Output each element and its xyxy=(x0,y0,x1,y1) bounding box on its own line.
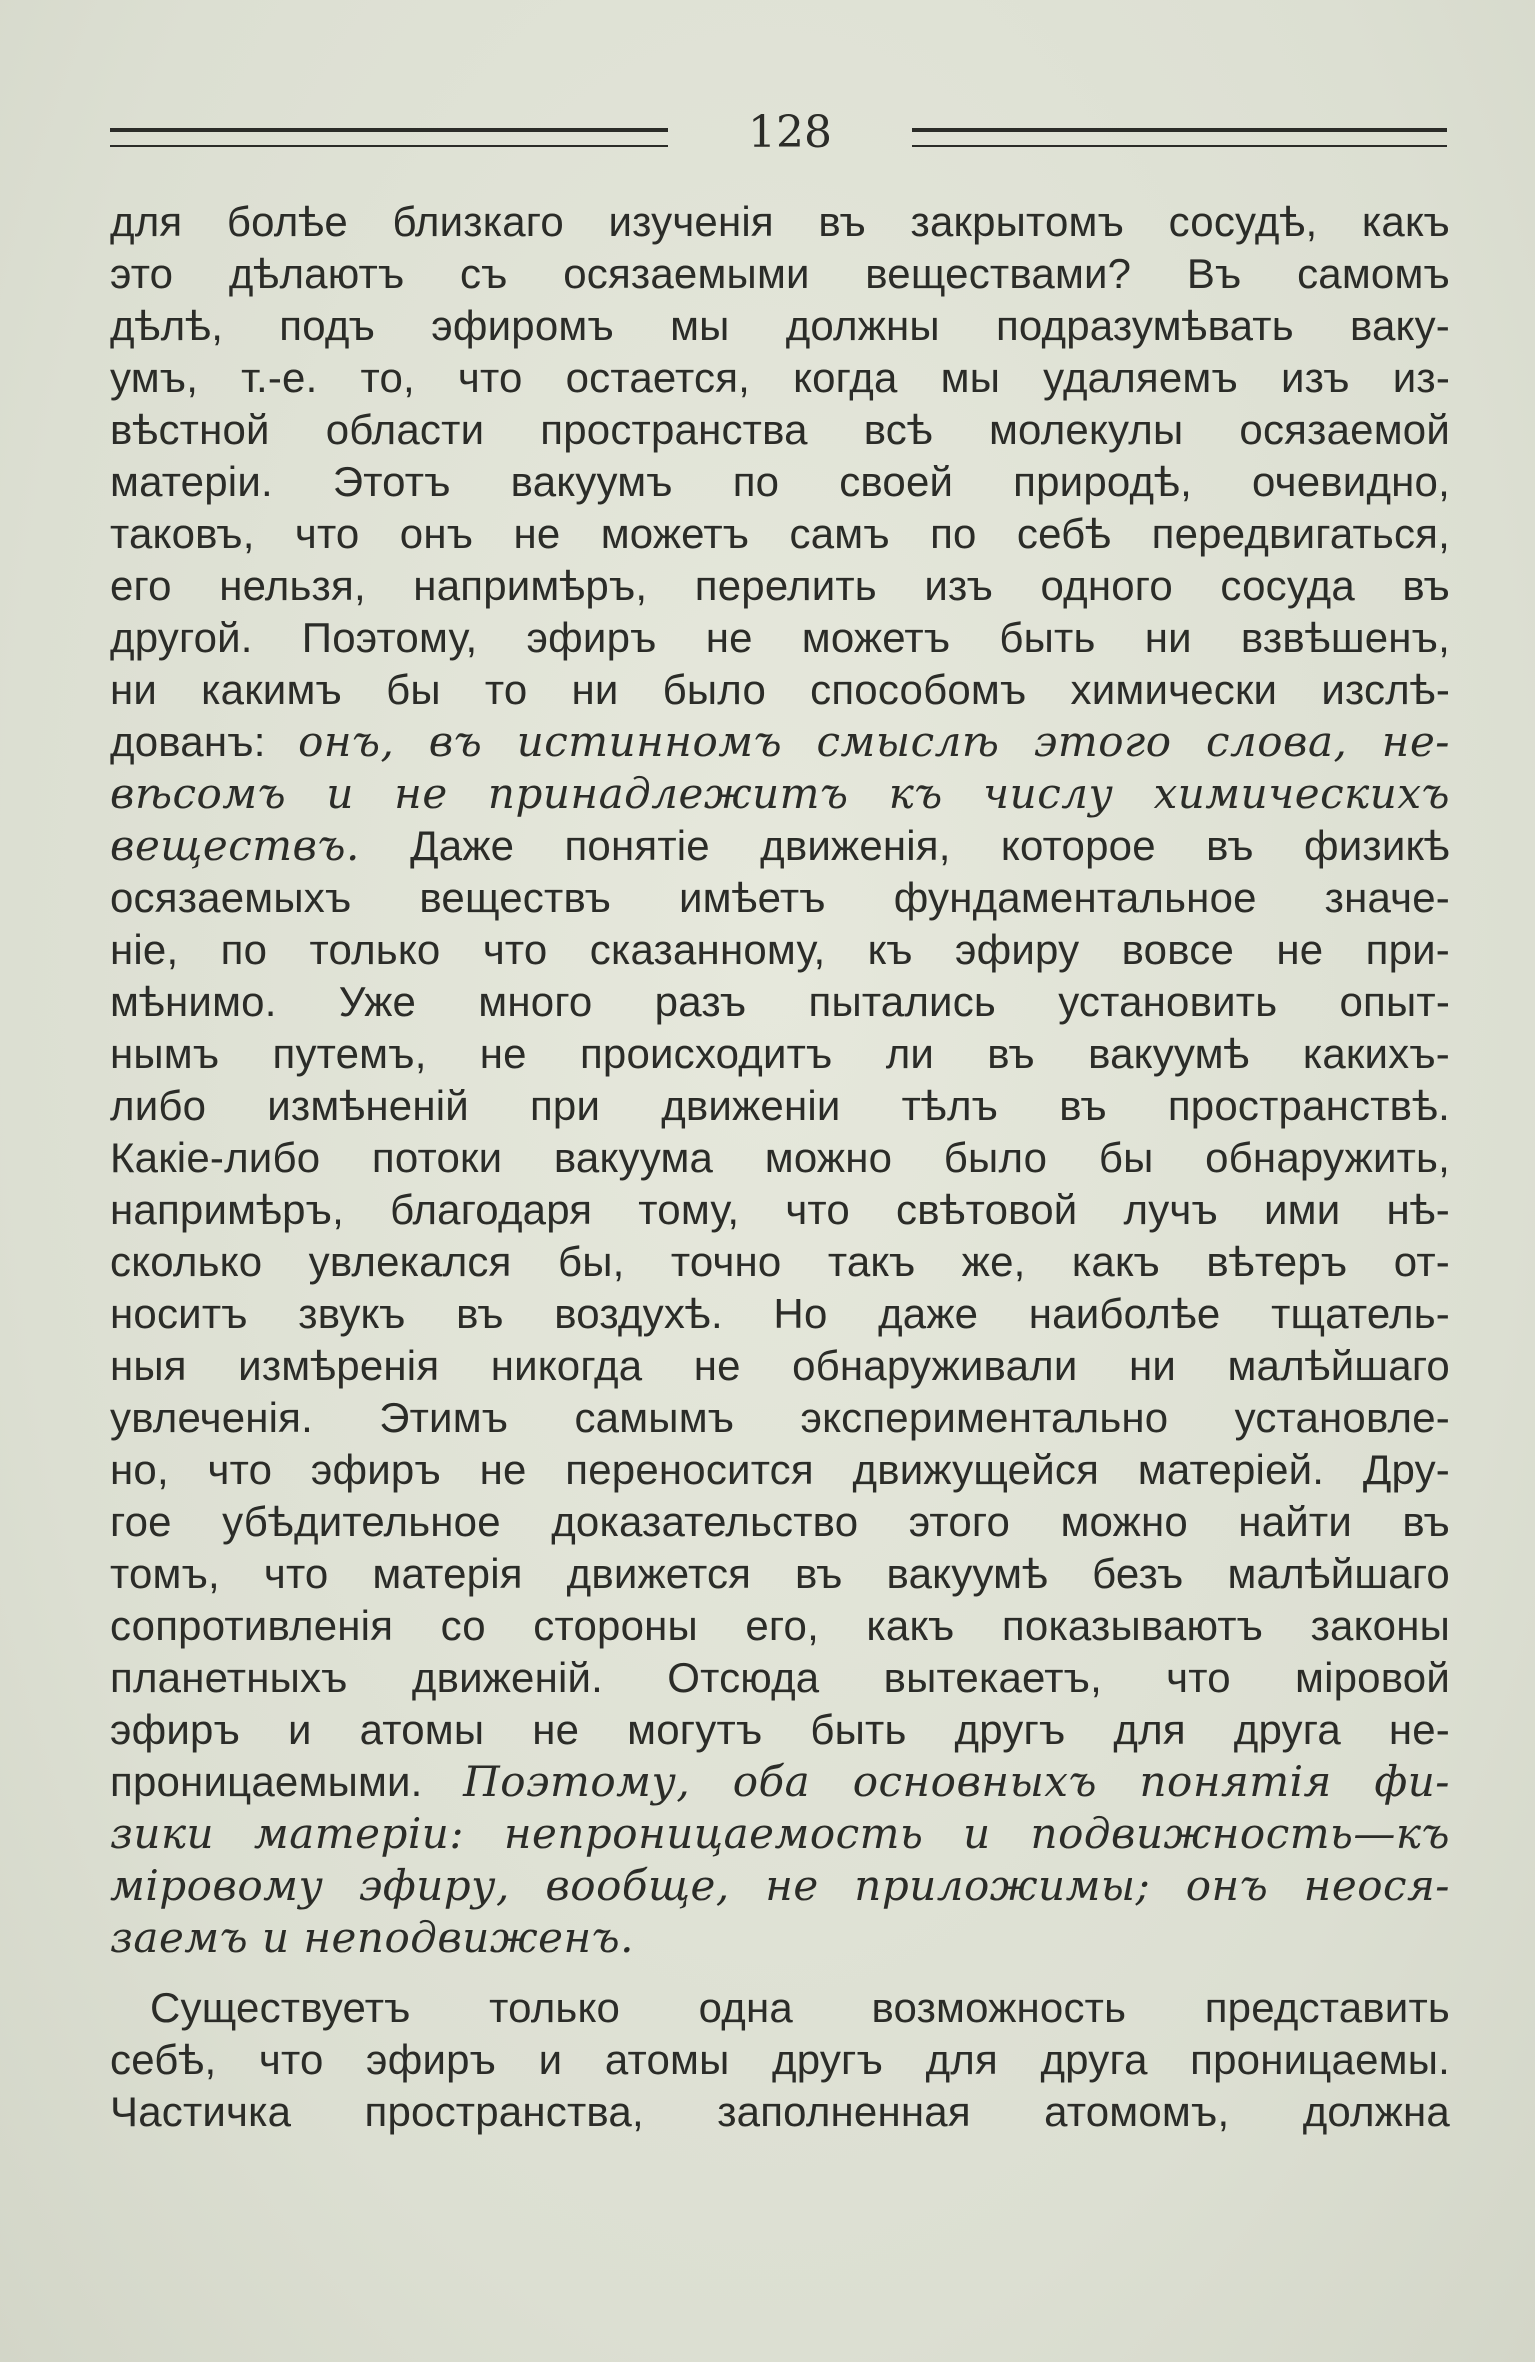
text-line xyxy=(110,768,1450,820)
text-span: Существуетъ только одна возможность представить xyxy=(150,1984,1450,2031)
text-line xyxy=(110,1912,1450,1964)
text-line xyxy=(110,1340,1450,1392)
page-number: 128 xyxy=(748,107,832,158)
header-rule-right xyxy=(912,128,1447,147)
text-line xyxy=(110,1652,1450,1704)
text-line xyxy=(110,1600,1450,1652)
italic-span: онъ, въ истинномъ смыслѣ этого слова, не- xyxy=(298,717,1451,766)
italic-span: Поэтому, оба основныхъ понятія фи- xyxy=(463,1757,1450,1806)
text-line xyxy=(110,404,1450,456)
text-span: это дѣлаютъ съ осязаемыми веществами? Въ самомъ xyxy=(110,250,1450,297)
body-text xyxy=(110,196,1450,2138)
text-span: напримѣръ, благодаря тому, что свѣтовой лучъ ими нѣ- xyxy=(110,1186,1450,1233)
text-span: Даже понятіе движенія, которое въ физикѣ xyxy=(359,822,1450,869)
text-line xyxy=(110,1982,1450,2034)
text-span: планетныхъ движеній. Отсюда вытекаетъ, что міровой xyxy=(110,1654,1450,1701)
text-line xyxy=(110,1028,1450,1080)
text-line xyxy=(110,924,1450,976)
text-line xyxy=(110,1080,1450,1132)
text-line xyxy=(110,248,1450,300)
text-span: Частичка пространства, заполненная атомомъ, должна xyxy=(110,2088,1450,2135)
text-line xyxy=(110,1288,1450,1340)
text-line xyxy=(110,300,1450,352)
text-line xyxy=(110,1860,1450,1912)
text-span: проницаемыми. xyxy=(110,1758,464,1805)
text-span: себѣ, что эфиръ и атомы другъ для друга проницаемы. xyxy=(110,2036,1450,2083)
text-line xyxy=(110,1444,1450,1496)
text-line xyxy=(110,612,1450,664)
header-rule-left xyxy=(110,128,668,147)
text-line xyxy=(110,1704,1450,1756)
text-line xyxy=(110,1548,1450,1600)
text-span: его нельзя, напримѣръ, перелить изъ одного сосуда въ xyxy=(110,562,1450,609)
text-span: эфиръ и атомы не могутъ быть другъ для друга не- xyxy=(110,1706,1450,1753)
text-span: дованъ: xyxy=(110,718,299,765)
text-span: гое убѣдительное доказательство этого можно найти въ xyxy=(110,1498,1450,1545)
text-span: вѣстной области пространства всѣ молекулы осязаемой xyxy=(110,406,1450,453)
text-span: либо измѣненій при движеніи тѣлъ въ пространствѣ. xyxy=(110,1082,1450,1129)
text-line xyxy=(110,1184,1450,1236)
text-line xyxy=(110,456,1450,508)
italic-span: зики матеріи: непроницаемость и подвижность—къ xyxy=(110,1809,1450,1858)
text-span: матеріи. Этотъ вакуумъ по своей природѣ, очевидно, xyxy=(110,458,1450,505)
text-line xyxy=(110,1808,1450,1860)
text-line xyxy=(110,1496,1450,1548)
text-line xyxy=(110,352,1450,404)
text-line xyxy=(110,1392,1450,1444)
text-line xyxy=(110,508,1450,560)
text-line xyxy=(110,196,1450,248)
page-header xyxy=(0,108,1535,168)
text-span: осязаемыхъ веществъ имѣетъ фундаментальное значе- xyxy=(110,874,1450,921)
text-line xyxy=(110,820,1450,872)
text-span: томъ, что матерія движется въ вакуумѣ безъ малѣйшаго xyxy=(110,1550,1450,1597)
italic-span: вѣсомъ и не принадлежитъ къ числу химическихъ xyxy=(110,769,1450,818)
text-line xyxy=(110,976,1450,1028)
text-span: для болѣе близкаго изученія въ закрытомъ сосудѣ, какъ xyxy=(110,198,1450,245)
text-line xyxy=(110,1132,1450,1184)
text-line xyxy=(110,2034,1450,2086)
text-span: сколько увлекался бы, точно такъ же, какъ вѣтеръ от- xyxy=(110,1238,1450,1285)
italic-span: веществъ. xyxy=(110,821,360,870)
text-span: но, что эфиръ не переносится движущейся матеріей. Дру- xyxy=(110,1446,1450,1493)
italic-span: міровому эфиру, вообще, не приложимы; онъ неося- xyxy=(110,1861,1450,1910)
italic-span: заемъ и неподвиженъ. xyxy=(110,1913,634,1962)
text-span: Какіе-либо потоки вакуума можно было бы обнаружить, xyxy=(110,1134,1450,1181)
text-line xyxy=(110,1756,1450,1808)
text-span: мѣнимо. Уже много разъ пытались установить опыт- xyxy=(110,978,1450,1025)
text-span: нымъ путемъ, не происходитъ ли въ вакуумѣ какихъ- xyxy=(110,1030,1450,1077)
text-span: ныя измѣренія никогда не обнаруживали ни малѣйшаго xyxy=(110,1342,1450,1389)
text-span: увлеченія. Этимъ самымъ экспериментально установле- xyxy=(110,1394,1450,1441)
text-span: ни какимъ бы то ни было способомъ химически изслѣ- xyxy=(110,666,1450,713)
text-span: дѣлѣ, подъ эфиромъ мы должны подразумѣвать ваку- xyxy=(110,302,1450,349)
text-line xyxy=(110,716,1450,768)
text-line xyxy=(110,2086,1450,2138)
text-line xyxy=(110,872,1450,924)
text-span: другой. Поэтому, эфиръ не можетъ быть ни взвѣшенъ, xyxy=(110,614,1450,661)
text-line xyxy=(110,1236,1450,1288)
text-span: таковъ, что онъ не можетъ самъ по себѣ передвигаться, xyxy=(110,510,1450,557)
text-line xyxy=(110,664,1450,716)
text-span: умъ, т.-е. то, что остается, когда мы удаляемъ изъ из- xyxy=(110,354,1450,401)
text-line xyxy=(110,560,1450,612)
text-span: носитъ звукъ въ воздухѣ. Но даже наиболѣе тщатель- xyxy=(110,1290,1450,1337)
text-span: сопротивленія со стороны его, какъ показываютъ законы xyxy=(110,1602,1450,1649)
text-span: ніе, по только что сказанному, къ эфиру вовсе не при- xyxy=(110,926,1450,973)
